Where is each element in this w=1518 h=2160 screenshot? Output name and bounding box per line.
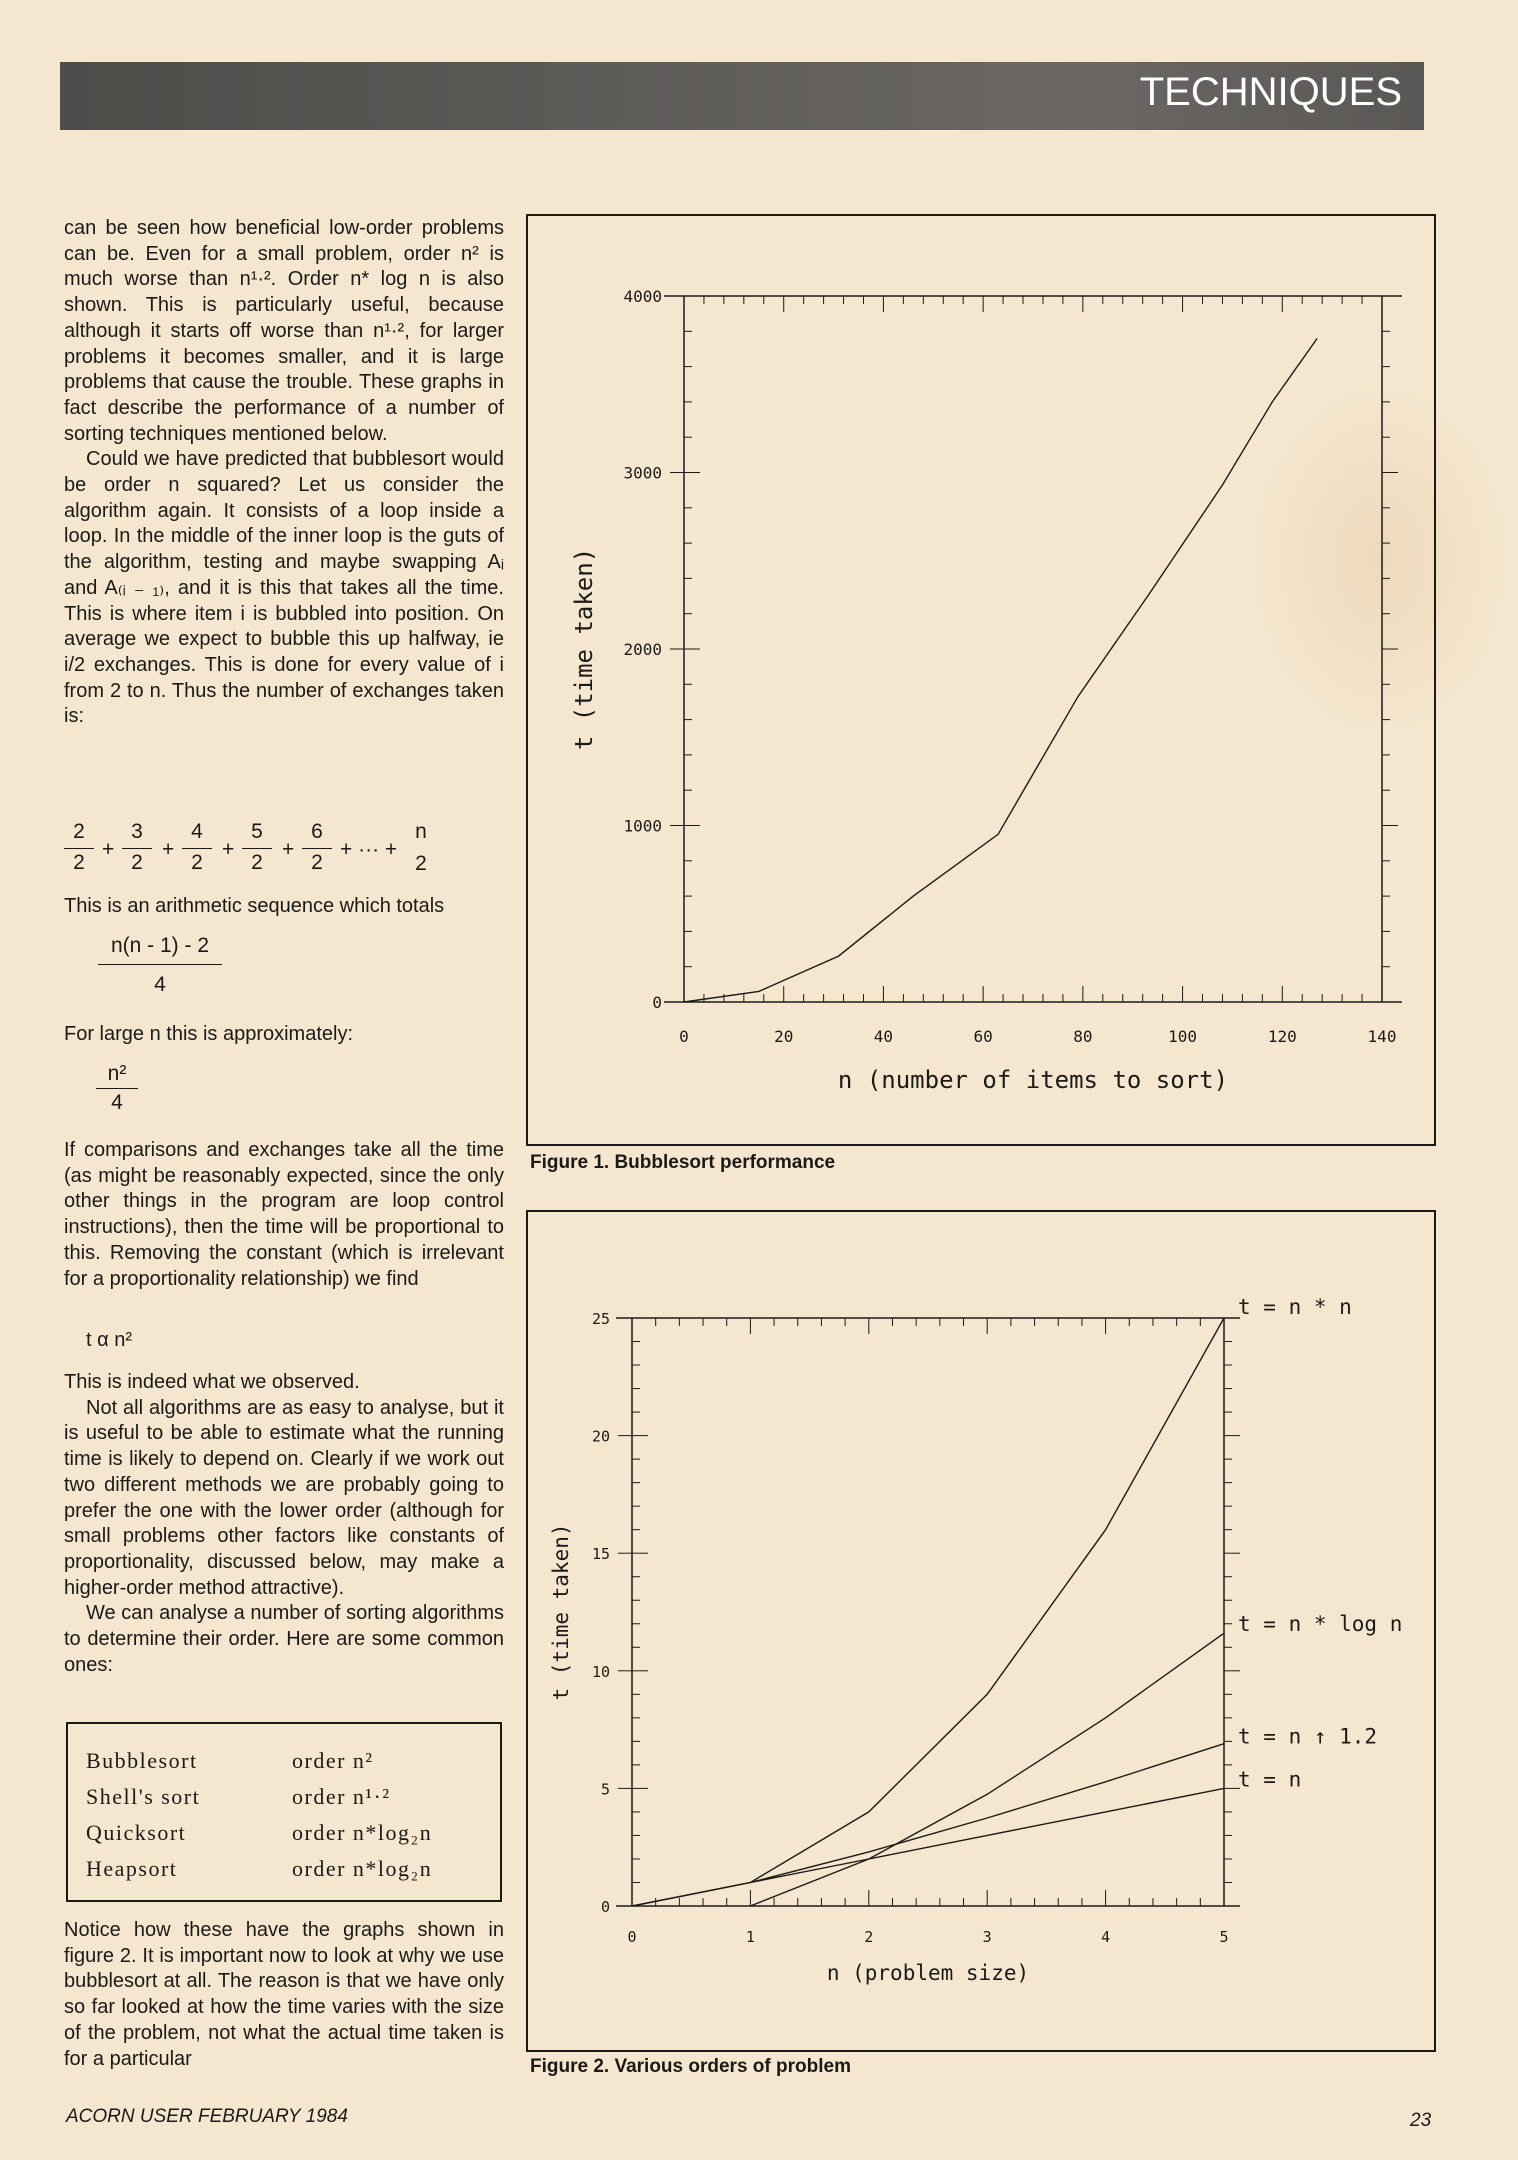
algorithm-order: order n¹·² (292, 1784, 391, 1809)
figure-1-caption: Figure 1. Bubblesort performance (530, 1152, 836, 1173)
fraction: 5 2 (242, 820, 272, 877)
plus-sign: + (282, 838, 295, 861)
line-large-n (64, 1022, 504, 1048)
x-tick-label: 4 (1101, 1928, 1111, 1946)
y-tick-label: 3000 (623, 463, 662, 483)
figure-2-caption: Figure 2. Various orders of problem (530, 2056, 851, 2077)
figure-2-frame (526, 1210, 1436, 2052)
x-tick-label: 120 (1267, 1027, 1297, 1046)
x-tick-label: 80 (1073, 1027, 1093, 1046)
table-row (86, 1820, 486, 1854)
table-row (86, 1784, 486, 1818)
x-axis-label: n (problem size) (826, 1961, 1030, 1985)
algorithm-name: Bubblesort (86, 1748, 198, 1773)
y-tick-label: 0 (652, 993, 662, 1012)
x-tick-label: 140 (1367, 1027, 1397, 1046)
fraction: 6 2 (302, 820, 332, 877)
formula: t α n² (86, 1329, 133, 1351)
y-tick-label: 15 (591, 1545, 610, 1564)
paragraph: This is indeed what we observed. (64, 1371, 360, 1393)
algorithm-name: Shell's sort (86, 1784, 201, 1809)
y-axis-label: t (time taken) (570, 547, 598, 751)
x-tick-label: 0 (679, 1027, 689, 1046)
magazine-footer: ACORN USER FEBRUARY 1984 (66, 2106, 348, 2127)
paragraph: Not all algorithms are as easy to analyse, but it is useful to be able to estimate what the running time is likely to depend on. Clearly if we work out two different methods we are probably going to prefer the one with the lower order (although for small problems other factors like constants of proportionality, discussed below, may make a higher-order method attractive). (64, 1396, 504, 1599)
paragraph: We can analyse a number of sorting algorithms to determine their order. Here are some common ones: (64, 1602, 504, 1676)
y-axis-label: t (time taken) (549, 1523, 573, 1701)
numerator: n² (107, 1062, 127, 1085)
series-line-4 (632, 1788, 1224, 1906)
article-text-1 (64, 216, 504, 730)
numerator: n(n - 1) - 2 (110, 934, 210, 957)
proportional-formula (86, 1328, 526, 1354)
y-tick-label: 20 (591, 1427, 610, 1446)
denominator: 4 (111, 1091, 123, 1114)
x-tick-label: 20 (774, 1027, 794, 1046)
x-tick-label: 5 (1219, 1928, 1229, 1946)
y-tick-label: 25 (591, 1310, 610, 1328)
table-row (86, 1748, 486, 1782)
x-axis-label: n (number of items to sort) (837, 1066, 1229, 1094)
x-tick-label: 40 (873, 1027, 894, 1046)
series-label: t = n * n (1238, 1295, 1352, 1319)
table-row (86, 1856, 486, 1890)
y-tick-label: 4000 (623, 287, 662, 306)
x-tick-label: 3 (982, 1928, 992, 1946)
figure-1-frame (526, 214, 1436, 1146)
algorithm-order: order n² (292, 1748, 374, 1773)
x-tick-label: 60 (973, 1027, 993, 1046)
algorithm-name: Heapsort (86, 1856, 178, 1881)
algorithm-order: order n*log₂n (292, 1856, 433, 1881)
x-tick-label: 2 (864, 1928, 874, 1946)
figure-1-chart (528, 216, 1434, 1144)
series-label: t = n ↑ 1.2 (1238, 1724, 1378, 1749)
page-number: 23 (1410, 2110, 1432, 2131)
y-tick-label: 2000 (623, 640, 662, 659)
paragraph: can be seen how beneficial low-order problems can be. Even for a small problem, order n² is much worse than n¹·². Order n* log n is also shown. This is particularly useful, because although it starts off worse than n¹·², for larger problems it becomes smaller, and it is large problems that cause the trouble. These graphs in fact describe the performance of a number of sorting techniques mentioned below. (64, 217, 504, 445)
algorithm-name: Quicksort (86, 1820, 187, 1845)
series-line-1 (632, 1318, 1224, 1906)
fraction-last: n 2 (415, 820, 427, 875)
sort-order-table (66, 1722, 502, 1902)
series-line-2 (750, 1633, 1224, 1906)
y-tick-label: 1000 (623, 816, 662, 836)
y-tick-label: 0 (600, 1898, 610, 1916)
paragraph: This is an arithmetic sequence which totals (64, 895, 445, 917)
plus-sign: + (162, 838, 175, 861)
denominator: 4 (154, 973, 166, 996)
section-header-bar (60, 62, 1424, 130)
paragraph: Notice how these have the graphs shown in figure 2. It is important now to look at why we use bubblesort at all. The reason is that we have only so far looked at how the time varies with the size of the problem, not what the actual time taken is for a particular (64, 1919, 504, 2070)
plus-sign: + (222, 838, 235, 861)
figure-2-chart (528, 1212, 1434, 2050)
paragraph: For large n this is approximately: (64, 1023, 354, 1045)
series-sum-formula (64, 820, 454, 884)
article-text-3 (64, 1370, 504, 1678)
paragraph: If comparisons and exchanges take all the time (as might be reasonably expected, since the only other things in the program are loop control instructions), then the time will be proportional to this. Removing the constant (which is irrelevant for a proportionality relationship) we find (64, 1139, 504, 1290)
y-tick-label: 5 (600, 1780, 610, 1799)
fraction-total (98, 934, 222, 997)
section-title: TECHNIQUES (1139, 70, 1402, 114)
fraction: 3 2 (122, 820, 152, 877)
line-arithmetic (64, 894, 504, 920)
x-tick-label: 0 (627, 1928, 637, 1946)
fraction: 2 2 (64, 820, 94, 877)
paragraph: Could we have predicted that bubblesort would be order n squared? Let us consider the algorithm again. It consists of a loop inside a loop. In the middle of the inner loop is the guts of the algorithm, testing and maybe swapping Aᵢ and A₍ᵢ ₋ ₁₎, and it is this that takes all the time. This is where item i is bubbled into position. On average we expect to bubble this up halfway, ie i/2 exchanges. This is done for every value of i from 2 to n. Thus the number of exchanges taken is: (64, 448, 504, 728)
x-tick-label: 100 (1168, 1027, 1198, 1046)
plus-sign: + (102, 838, 115, 861)
ellipsis: + ··· + (340, 838, 398, 861)
series-line-1 (684, 338, 1317, 1002)
series-label: t = n (1238, 1767, 1302, 1792)
fraction: 4 2 (182, 820, 212, 877)
x-tick-label: 1 (745, 1928, 755, 1946)
series-line-3 (632, 1744, 1224, 1906)
article-text-2 (64, 1138, 504, 1292)
series-label: t = n * log n (1238, 1612, 1403, 1637)
article-text-4 (64, 1918, 504, 2072)
algorithm-order: order n*log₂n (292, 1820, 433, 1845)
y-tick-label: 10 (591, 1662, 610, 1681)
fraction-approx (96, 1062, 138, 1115)
